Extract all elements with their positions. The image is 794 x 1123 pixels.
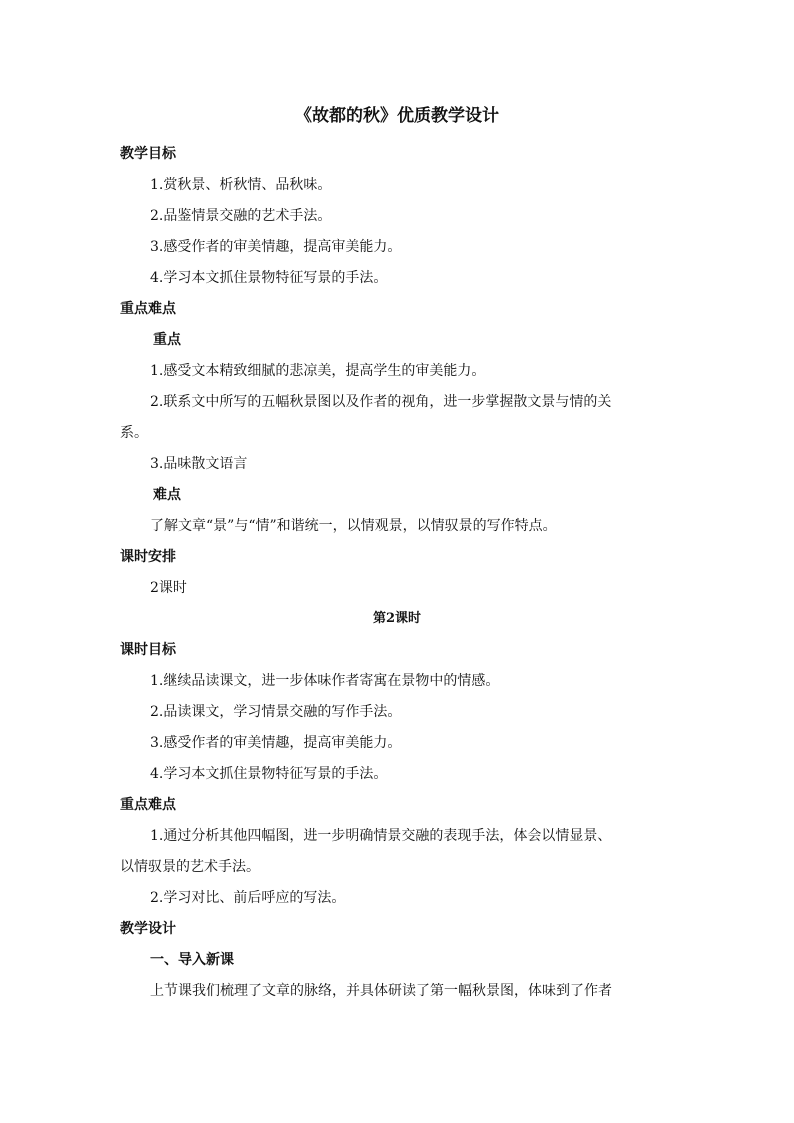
subheading-intro: 一、导入新课 (150, 952, 234, 968)
heading-lesson-goals: 课时目标 (120, 642, 176, 658)
heading-teaching-goals: 教学目标 (120, 146, 176, 162)
key-item-1: 1.感受文本精致细腻的悲凉美，提高学生的审美能力。 (150, 363, 486, 379)
key-item-2: 2.联系文中所写的五幅秋景图以及作者的视角，进一步掌握散文景与情的关 (150, 394, 612, 410)
lesson-title: 第2课时 (372, 611, 422, 626)
key-item-2-continuation: 系。 (120, 425, 148, 441)
lesson-goal-2: 2.品读课文，学习情景交融的写作手法。 (150, 704, 402, 720)
lesson-key-item-2: 2.学习对比、前后呼应的写法。 (150, 890, 346, 906)
document-title: 《故都的秋》优质教学设计 (295, 106, 499, 126)
goal-item-3: 3.感受作者的审美情趣，提高审美能力。 (150, 239, 402, 255)
goal-item-2: 2.品鉴情景交融的艺术手法。 (150, 208, 332, 224)
goal-item-4: 4.学习本文抓住景物特征写景的手法。 (150, 270, 388, 286)
lesson-key-item-1-continuation: 以情驭景的艺术手法。 (120, 859, 260, 875)
intro-text: 上节课我们梳理了文章的脉络，并具体研读了第一幅秋景图，体味到了作者 (150, 983, 612, 999)
lesson-goal-3: 3.感受作者的审美情趣，提高审美能力。 (150, 735, 402, 751)
heading-key-difficulties: 重点难点 (120, 301, 176, 317)
difficulty-text: 了解文章“景”与“情”和谐统一，以情观景，以情驭景的写作特点。 (150, 518, 557, 534)
schedule-text: 2课时 (150, 580, 187, 596)
lesson-key-item-1: 1.通过分析其他四幅图，进一步明确情景交融的表现手法，体会以情显景、 (150, 828, 612, 844)
goal-item-1: 1.赏秋景、析秋情、品秋味。 (150, 177, 332, 193)
heading-schedule: 课时安排 (120, 549, 176, 565)
subheading-difficulties: 难点 (153, 487, 181, 503)
key-item-3: 3.品味散文语言 (150, 456, 248, 472)
heading-lesson-key-difficulties: 重点难点 (120, 797, 176, 813)
lesson-goal-1: 1.继续品读课文，进一步体味作者寄寓在景物中的情感。 (150, 673, 500, 689)
subheading-key-points: 重点 (153, 332, 181, 348)
heading-teaching-design: 教学设计 (120, 921, 176, 937)
lesson-goal-4: 4.学习本文抓住景物特征写景的手法。 (150, 766, 388, 782)
